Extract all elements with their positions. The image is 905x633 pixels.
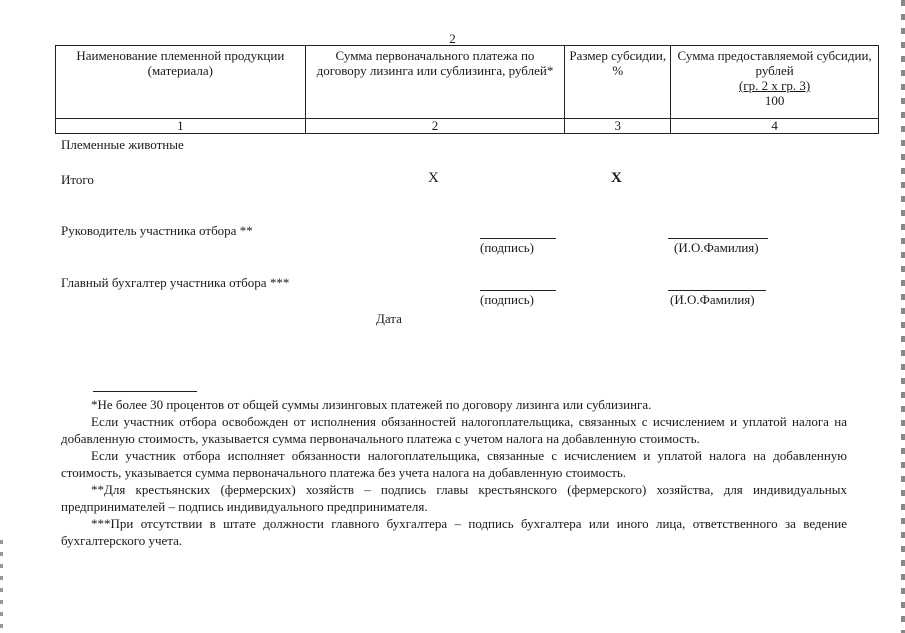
table-header-row: [56, 46, 879, 119]
total-x-rate: Х: [611, 170, 622, 186]
scan-edge-right: [901, 0, 905, 633]
head-name-caption: (И.О.Фамилия): [674, 240, 759, 255]
header-initial-payment: Сумма первоначального платежа по договору лизинга или сублизинга, рублей*: [305, 46, 565, 119]
column-number-1: 1: [56, 119, 306, 134]
total-x-payment: Х: [428, 170, 439, 186]
footnote-3: Если участник отбора исполняет обязанности налогоплательщика, связанные с исчислением и уплатой налога на добавленную стоимость, указывается сумма первоначального платежа без учета налога на добавленную стоимость.: [61, 448, 847, 480]
row-label-animals: Племенные животные: [61, 137, 184, 152]
footnote-separator: [93, 391, 197, 392]
footnote-4: **Для крестьянских (фермерских) хозяйств – подпись главы крестьянского (фермерского) хозяйства, для индивидуальных предпринимателей – подпись индивидуального предпринимателя.: [61, 482, 847, 514]
formula-numerator: (гр. 2 х гр. 3): [738, 78, 811, 93]
subsidy-table: [55, 45, 879, 134]
accountant-signature-caption: (подпись): [480, 292, 534, 307]
column-number-4: 4: [671, 119, 879, 134]
scan-edge-left: [0, 540, 3, 630]
head-signature-caption: (подпись): [480, 240, 534, 255]
column-number-3: 3: [565, 119, 671, 134]
accountant-signature-label: Главный бухгалтер участника отбора ***: [61, 275, 290, 290]
header-subsidy-rate: Размер субсидии, %: [565, 46, 671, 119]
head-signature-line: [480, 238, 556, 239]
head-name-line: [668, 238, 768, 239]
page-number: 2: [449, 31, 456, 46]
accountant-name-line: [668, 290, 766, 291]
head-signature-label: Руководитель участника отбора **: [61, 223, 253, 238]
footnote-1: *Не более 30 процентов от общей суммы лизинговых платежей по договору лизинга или сублизинга.: [91, 397, 652, 412]
footnotes: [61, 396, 847, 549]
footnote-5: ***При отсутствии в штате должности главного бухгалтера – подпись бухгалтера или иного лица, ответственного за ведение бухгалтерского учета.: [61, 516, 847, 548]
header-subsidy-amount-text: Сумма предоставляемой субсидии, рублей: [677, 48, 872, 78]
accountant-name-caption: (И.О.Фамилия): [670, 292, 755, 307]
footnote-2: Если участник отбора освобожден от исполнения обязанностей налогоплательщика, связанных с исчислением и уплатой налога на добавленную стоимость, указывается сумма первоначального платежа с учетом налога на добавленную стоимость.: [61, 414, 847, 446]
row-label-total: Итого: [61, 172, 94, 187]
date-label: Дата: [376, 311, 402, 326]
header-product-name: Наименование племенной продукции (материала): [56, 46, 306, 119]
column-number-2: 2: [305, 119, 565, 134]
accountant-signature-line: [480, 290, 556, 291]
column-number-row: [56, 119, 879, 134]
header-subsidy-amount: [671, 46, 879, 119]
formula-denominator: 100: [764, 93, 785, 108]
